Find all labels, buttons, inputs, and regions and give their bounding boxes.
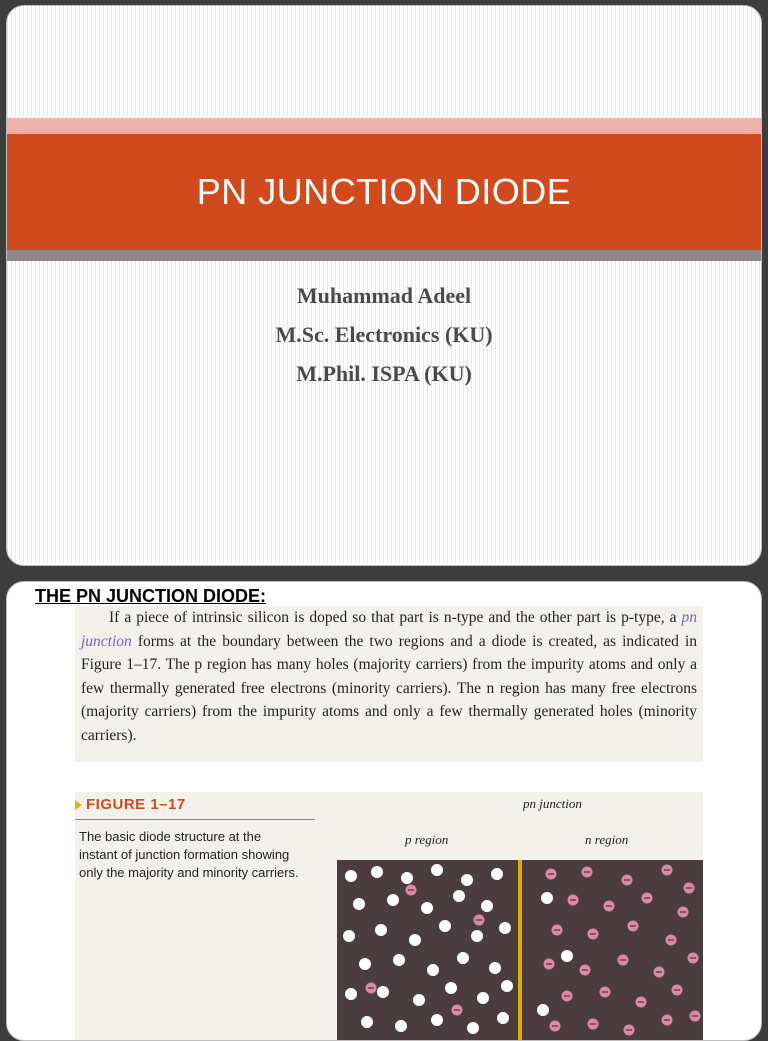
hole-dot — [361, 1016, 373, 1028]
junction-line — [518, 860, 522, 1040]
hole-dot — [457, 952, 469, 964]
electron-dot — [452, 1005, 463, 1016]
electron-dot — [582, 867, 593, 878]
title-slide — [6, 5, 762, 566]
electron-dot — [678, 907, 689, 918]
figure-marker-icon — [75, 800, 82, 810]
electron-dot — [604, 901, 615, 912]
hole-dot — [393, 954, 405, 966]
hole-dot — [439, 920, 451, 932]
slide-heading: THE PN JUNCTION DIODE: — [35, 586, 267, 606]
hole-dot — [431, 864, 443, 876]
hole-dot — [461, 874, 473, 886]
hole-dot — [445, 982, 457, 994]
accent-band-pink — [7, 118, 761, 134]
hole-dot — [345, 988, 357, 1000]
hole-dot — [499, 922, 511, 934]
hole-dot — [343, 930, 355, 942]
hole-dot — [497, 1012, 509, 1024]
hole-dot — [431, 1014, 443, 1026]
body-text-2: forms at the boundary between the two regions and a diode is created, as indicated in Figure 1–17. The p region has many holes (majority carriers) from the impurity atoms and only a few thermally generated free electrons (minority carriers). The n region has many free electrons (majority carriers) from the impurity atoms and only a few thermally generated holes (minority carriers). — [81, 632, 697, 744]
hole-dot — [401, 872, 413, 884]
electron-dot — [562, 991, 573, 1002]
n-region-label: n region — [585, 832, 629, 847]
electron-dot — [618, 955, 629, 966]
author-block — [7, 276, 761, 393]
body-text-1: If a piece of intrinsic silicon is doped so that part is n-type and the other part is p-type, a — [109, 609, 682, 626]
electron-dot — [654, 967, 665, 978]
electron-dot — [662, 865, 673, 876]
hole-dot — [477, 992, 489, 1004]
electron-dot — [666, 935, 677, 946]
key-term: pn junction — [81, 609, 697, 650]
electron-dot — [688, 953, 699, 964]
figure-label-text: FIGURE 1–17 — [86, 796, 186, 813]
hole-dot — [541, 892, 553, 904]
author-degree-msc: M.Sc. Electronics (KU) — [275, 322, 493, 347]
hole-dot — [375, 924, 387, 936]
pn-junction-label: pn junction — [523, 796, 582, 811]
electron-dot — [588, 929, 599, 940]
electron-dot — [684, 883, 695, 894]
figure-rule — [75, 819, 315, 820]
electron-dot — [690, 1011, 701, 1022]
electron-dot — [546, 869, 557, 880]
author-name: Muhammad Adeel — [296, 283, 472, 308]
hole-dot — [377, 986, 389, 998]
electron-dot — [636, 997, 647, 1008]
hole-dot — [491, 868, 503, 880]
electron-dot — [544, 959, 555, 970]
figure-caption: The basic diode structure at the instant of junction formation showing only the majority and minority carriers. — [79, 829, 299, 880]
hole-dot — [409, 934, 421, 946]
electron-dot — [568, 895, 579, 906]
hole-dot — [345, 870, 357, 882]
hole-dot — [453, 890, 465, 902]
hole-dot — [427, 964, 439, 976]
title-band — [7, 134, 761, 250]
accent-band-gray — [7, 250, 761, 261]
hole-dot — [501, 980, 513, 992]
figure-area — [75, 792, 703, 1041]
hole-dot — [387, 894, 399, 906]
slide-title: PN JUNCTION DIODE — [196, 171, 572, 212]
body-paragraph — [81, 606, 697, 747]
hole-dot — [561, 950, 573, 962]
p-region-label: p region — [405, 832, 449, 847]
electron-dot — [622, 875, 633, 886]
hole-dot — [395, 1020, 407, 1032]
electron-dot — [552, 925, 563, 936]
hole-dot — [413, 994, 425, 1006]
hole-dot — [353, 898, 365, 910]
electron-dot — [406, 885, 417, 896]
electron-dot — [550, 1021, 561, 1032]
hole-dot — [421, 902, 433, 914]
diode-structure-diagram — [337, 860, 703, 1040]
electron-dot — [672, 985, 683, 996]
electron-dot — [474, 915, 485, 926]
electron-dot — [642, 893, 653, 904]
content-slide — [6, 581, 762, 1041]
electron-dot — [624, 1025, 635, 1036]
hole-dot — [537, 1004, 549, 1016]
hole-dot — [471, 930, 483, 942]
electron-dot — [628, 921, 639, 932]
figure-label — [75, 796, 186, 813]
electron-dot — [580, 965, 591, 976]
author-degree-mphil: M.Phil. ISPA (KU) — [296, 361, 472, 386]
textbook-excerpt — [75, 606, 703, 762]
electron-dot — [366, 983, 377, 994]
electron-dot — [588, 1019, 599, 1030]
hole-dot — [481, 900, 493, 912]
hole-dot — [371, 866, 383, 878]
hole-dot — [359, 958, 371, 970]
electron-dot — [600, 987, 611, 998]
hole-dot — [489, 962, 501, 974]
